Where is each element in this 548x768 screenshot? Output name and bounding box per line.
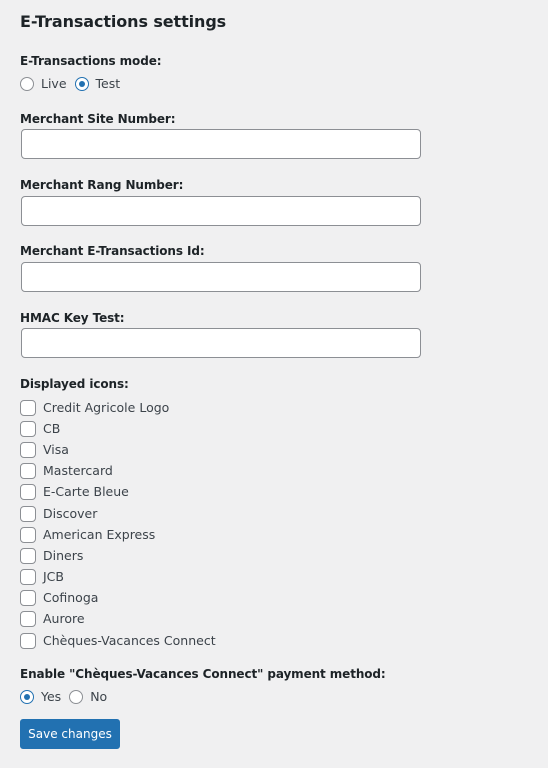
e-carte-bleue-checkbox[interactable] [20, 484, 36, 500]
mode-live-label: Live [41, 76, 67, 91]
icon-option-mastercard[interactable] [20, 461, 216, 482]
cheques-vacances-connect-checkbox[interactable] [20, 633, 36, 649]
visa-checkbox[interactable] [20, 442, 36, 458]
hmac-key-label: HMAC Key Test: [20, 311, 125, 325]
hmac-key-input[interactable] [21, 328, 421, 358]
save-changes-button[interactable]: Save changes [20, 719, 120, 749]
page-title: E-Transactions settings [20, 12, 227, 31]
merchant-site-number-input[interactable] [21, 129, 421, 159]
enable-cvc-label: Enable "Chèques-Vacances Connect" payment method: [20, 667, 386, 681]
aurore-checkbox[interactable] [20, 611, 36, 627]
icon-option-aurore[interactable] [20, 609, 216, 630]
merchant-rang-number-label: Merchant Rang Number: [20, 178, 184, 192]
cvc-yes-label: Yes [41, 689, 62, 704]
icon-option-credit-agricole-logo[interactable] [20, 397, 216, 418]
icon-option-diners[interactable] [20, 545, 216, 566]
cb-checkbox[interactable] [20, 421, 36, 437]
mastercard-checkbox[interactable] [20, 463, 36, 479]
displayed-icons-label: Displayed icons: [20, 377, 129, 391]
jcb-checkbox[interactable] [20, 569, 36, 585]
cvc-yes-radio[interactable] [20, 690, 34, 704]
diners-checkbox[interactable] [20, 548, 36, 564]
mode-label: E-Transactions mode: [20, 54, 162, 68]
icon-option-cb[interactable] [20, 418, 216, 439]
cvc-option-yes[interactable] [20, 689, 61, 705]
displayed-icons-list [20, 397, 216, 651]
cofinoga-checkbox[interactable] [20, 590, 36, 606]
icon-option-cheques-vacances-connect[interactable] [20, 630, 216, 651]
cvc-no-label: No [90, 689, 108, 704]
cvc-no-radio[interactable] [69, 690, 83, 704]
icon-option-cofinoga[interactable] [20, 588, 216, 609]
mode-radio-group [20, 74, 128, 94]
icon-option-american-express[interactable] [20, 524, 216, 545]
merchant-site-number-label: Merchant Site Number: [20, 112, 176, 126]
jcb-label: JCB [43, 569, 64, 585]
icon-option-e-carte-bleue[interactable] [20, 482, 216, 503]
icon-option-jcb[interactable] [20, 567, 216, 588]
cofinoga-label: Cofinoga [43, 590, 99, 606]
cvc-radio-group [20, 687, 115, 707]
aurore-label: Aurore [43, 611, 85, 627]
merchant-id-input[interactable] [21, 262, 421, 292]
american-express-label: American Express [43, 526, 156, 542]
merchant-id-label: Merchant E-Transactions Id: [20, 244, 205, 258]
mode-option-live[interactable] [20, 76, 67, 92]
diners-label: Diners [43, 547, 84, 563]
credit-agricole-logo-checkbox[interactable] [20, 400, 36, 416]
credit-agricole-logo-label: Credit Agricole Logo [43, 399, 170, 415]
mastercard-label: Mastercard [43, 463, 113, 479]
cheques-vacances-connect-label: Chèques-Vacances Connect [43, 632, 216, 648]
mode-test-radio[interactable] [75, 77, 89, 91]
cvc-option-no[interactable] [69, 689, 107, 705]
visa-label: Visa [43, 441, 69, 457]
icon-option-visa[interactable] [20, 439, 216, 460]
discover-checkbox[interactable] [20, 506, 36, 522]
merchant-rang-number-input[interactable] [21, 196, 421, 226]
mode-live-radio[interactable] [20, 77, 34, 91]
mode-option-test[interactable] [75, 76, 121, 92]
mode-test-label: Test [95, 76, 121, 91]
discover-label: Discover [43, 505, 98, 521]
american-express-checkbox[interactable] [20, 527, 36, 543]
cb-label: CB [43, 420, 61, 436]
e-carte-bleue-label: E-Carte Bleue [43, 484, 129, 500]
icon-option-discover[interactable] [20, 503, 216, 524]
